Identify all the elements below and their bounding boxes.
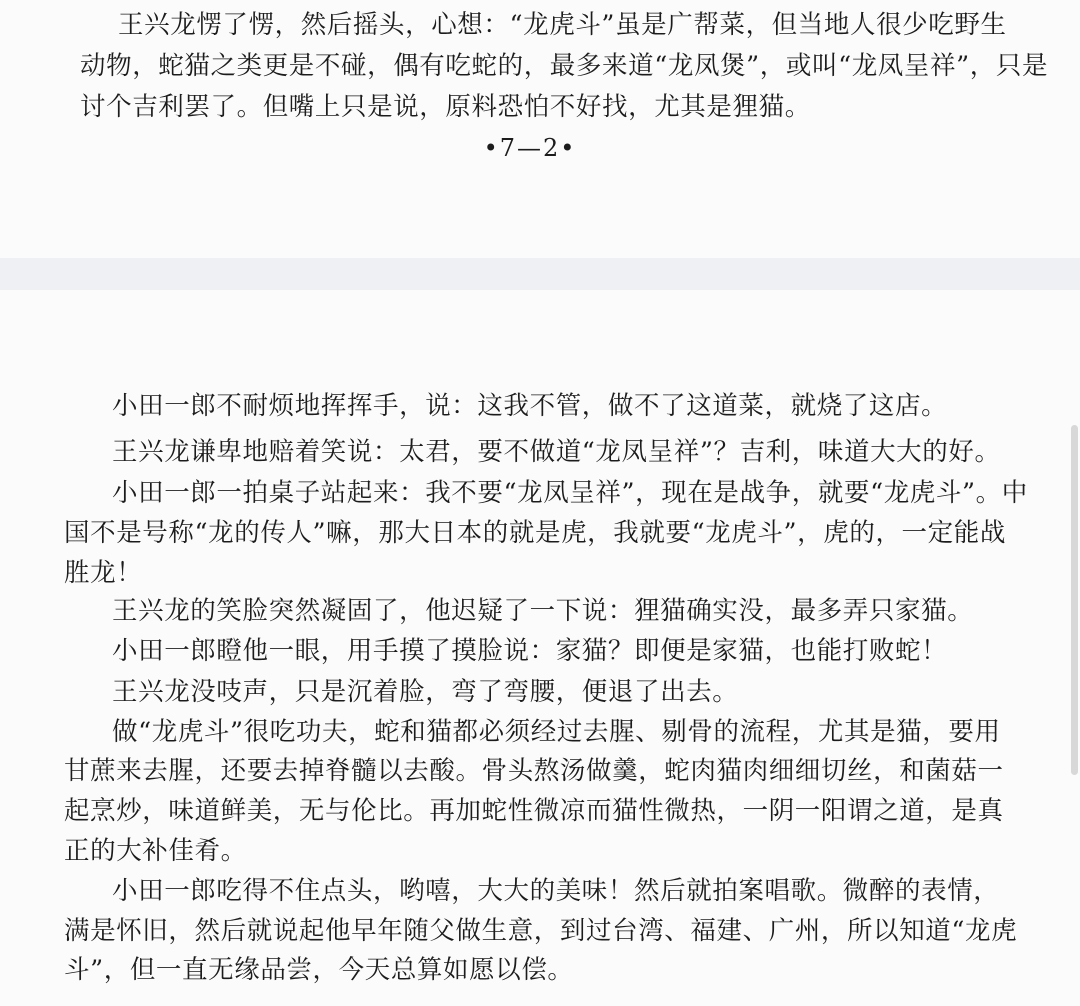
- page-number: •7—2•: [483, 134, 577, 162]
- text-line: 小田一郎不耐烦地挥挥手，说：这我不管，做不了这道菜，就烧了这店。: [112, 391, 948, 421]
- document-page-bottom: [0, 290, 1080, 1006]
- text-line: 正的大补佳肴。: [64, 836, 247, 866]
- text-line: 王兴龙的笑脸突然凝固了，他迟疑了一下说：狸猫确实没，最多弄只家猫。: [112, 596, 974, 626]
- page-separator: [0, 258, 1080, 290]
- text-line: 小田一郎瞪他一眼，用手摸了摸脸说：家猫？即便是家猫，也能打败蛇！: [112, 636, 948, 666]
- text-line: 王兴龙没吱声，只是沉着脸，弯了弯腰，便退了出去。: [112, 677, 739, 707]
- text-line: 起烹炒，味道鲜美，无与伦比。再加蛇性微凉而猫性微热，一阴一阳谓之道，是真: [64, 796, 1004, 826]
- text-line: 甘蔗来去腥，还要去掉脊髓以去酸。骨头熬汤做羹，蛇肉猫肉细细切丝，和菌菇一: [64, 756, 1004, 786]
- scrollbar[interactable]: [1071, 425, 1078, 775]
- text-line: 王兴龙谦卑地赔着笑说：太君，要不做道“龙凤呈祥”？吉利，味道大大的好。: [112, 437, 1001, 467]
- document-page-top: [0, 0, 1080, 258]
- text-line: 斗”，但一直无缘品尝，今天总算如愿以偿。: [64, 955, 574, 985]
- text-line: 小田一郎吃得不住点头，哟嘻，大大的美味！然后就拍案唱歌。微醉的表情，: [112, 876, 1000, 906]
- text-line: 做“龙虎斗”很吃功夫，蛇和猫都必须经过去腥、剔骨的流程，尤其是猫，要用: [112, 717, 1001, 747]
- text-line: 动物，蛇猫之类更是不碰，偶有吃蛇的，最多来道“龙凤煲”，或叫“龙凤呈祥”，只是: [80, 51, 1049, 81]
- text-line: 胜龙！: [64, 558, 143, 588]
- text-line: 小田一郎一拍桌子站起来：我不要“龙凤呈祥”，现在是战争，就要“龙虎斗”。中: [112, 478, 1028, 508]
- text-line: 满是怀旧，然后就说起他早年随父做生意，到过台湾、福建、广州，所以知道“龙虎: [64, 916, 1018, 946]
- text-line: 王兴龙愣了愣，然后摇头，心想：“龙虎斗”虽是广帮菜，但当地人很少吃野生: [118, 10, 1007, 40]
- text-line: 国不是号称“龙的传人”嘛，那大日本的就是虎，我就要“龙虎斗”，虎的，一定能战: [64, 518, 1006, 548]
- text-line: 讨个吉利罢了。但嘴上只是说，原料恐怕不好找，尤其是狸猫。: [80, 92, 811, 122]
